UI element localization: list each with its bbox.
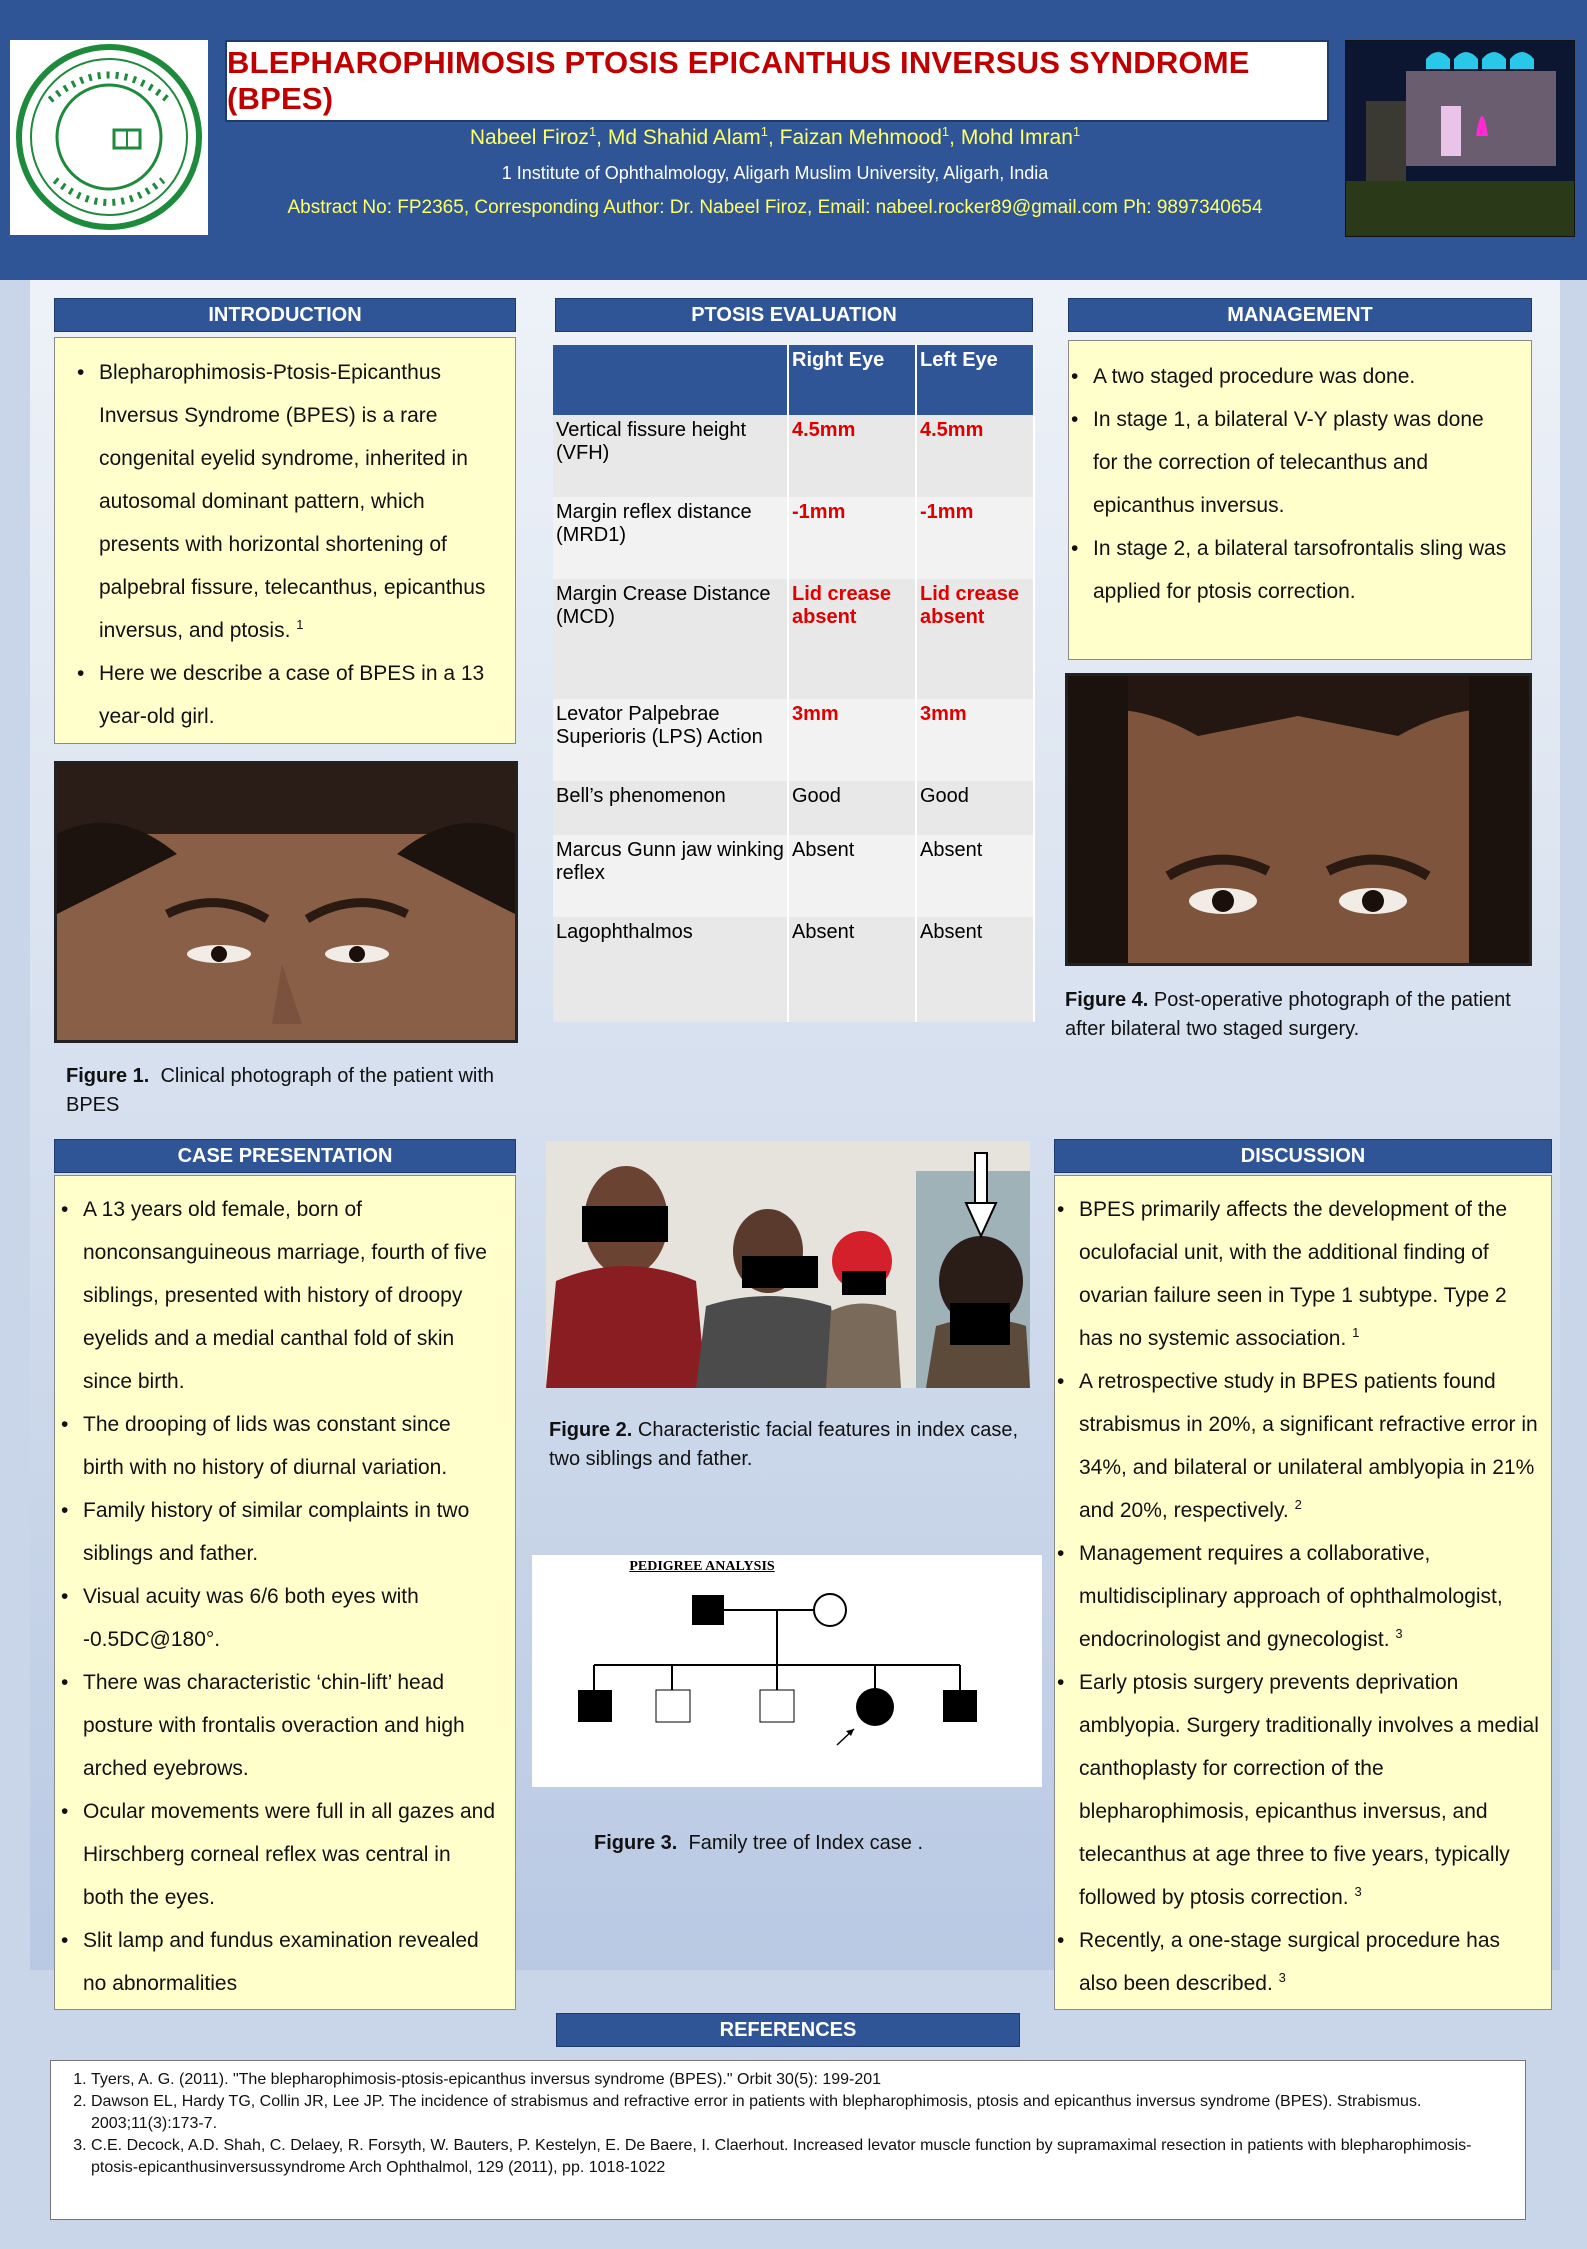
reference-item: 2. Dawson EL, Hardy TG, Collin JR, Lee JP. The incidence of strabismus and refractive error in patients with blepharophimosis, ptosis and epicanthus inversus syndrome (BPES). Strabismus. 2003;11(3):173-7. (91, 2091, 1511, 2135)
author-list: Nabeel Firoz$^1$, Md Shahid Alam$^1$, Faizan Mehmood$^1$, Mohd Imran$^1$ (469, 124, 1081, 149)
table-cell-left-eye: 4.5mm (916, 415, 1034, 497)
pedigree-sibling-unaffected-icon (760, 1690, 794, 1722)
case-bullet: • Family history of similar complaints in two siblings and father. (83, 1489, 497, 1575)
discussion-bullet: • BPES primarily affects the development of the oculofacial unit, with the additional finding of ovarian failure seen in Type 1 subtype. Type 2 has no systemic association. $^1$ (1079, 1188, 1541, 1360)
table-cell-right-eye: Good (788, 781, 916, 835)
discussion-heading: DISCUSSION (1054, 1139, 1552, 1173)
table-cell-right-eye: Absent (788, 917, 916, 1022)
table-cell-parameter: Vertical fissure height (VFH) (553, 415, 788, 497)
author-name: Md Shahid Alam (607, 126, 761, 149)
figure-3-pedigree-chart (532, 1555, 1042, 1787)
introduction-bullet: • Here we describe a case of BPES in a 13 year-old girl. (99, 652, 497, 738)
introduction-box (54, 337, 516, 744)
introduction-heading: INTRODUCTION (54, 298, 516, 332)
table-row (553, 579, 1034, 699)
case-bullet: • A 13 years old female, born of nonconsanguineous marriage, fourth of five siblings, presented with history of droopy eyelids and a medial canthal fold of skin since birth. (83, 1188, 497, 1403)
pedigree-diagram (532, 1555, 1042, 1787)
table-row (553, 415, 1034, 497)
case-bullet: • Slit lamp and fundus examination revealed no abnormalities (83, 1919, 497, 2005)
table-cell-left-eye: 3mm (916, 699, 1034, 781)
patient-face-postop-icon (1068, 676, 1529, 963)
affiliation: 1 Institute of Ophthalmology, Aligarh Muslim University, Aligarh, India (501, 163, 1049, 183)
discussion-bullet: • Management requires a collaborative, multidisciplinary approach of ophthalmologist, endocrinologist and gynecologist. $^3$ (1079, 1532, 1541, 1661)
figure-2-caption: Figure 2. Characteristic facial features in index case, two siblings and father. (549, 1419, 1019, 1470)
table-cell-parameter: Lagophthalmos (553, 917, 788, 1022)
discussion-box (1054, 1175, 1552, 2010)
case-presentation-box (54, 1175, 516, 2010)
management-heading: MANAGEMENT (1068, 298, 1532, 332)
pedigree-sibling-affected-icon (943, 1690, 977, 1722)
figure-2-family-photo (546, 1141, 1030, 1388)
table-cell-parameter: Margin reflex distance (MRD1) (553, 497, 788, 579)
table-cell-left-eye: Absent (916, 917, 1034, 1022)
reference-item: 1. Tyers, A. G. (2011). "The blepharophimosis-ptosis-epicanthus inversus syndrome (BPES)." Orbit 30(5): 199-201 (91, 2069, 1511, 2091)
management-box (1068, 340, 1532, 660)
author-affiliation-mark: 1 (1072, 124, 1081, 139)
case-bullet: • Visual acuity was 6/6 both eyes with -0.5DC@180°. (83, 1575, 497, 1661)
pedigree-sibling-affected-icon (578, 1690, 612, 1722)
figure-4-postop-photo (1065, 673, 1532, 966)
figure-3-caption: Figure 3. Family tree of Index case . (594, 1832, 924, 1854)
references-heading: REFERENCES (556, 2013, 1020, 2047)
pedigree-sibling-unaffected-icon (656, 1690, 690, 1722)
author-name: Faizan Mehmood (779, 126, 942, 149)
case-presentation-heading: CASE PRESENTATION (54, 1139, 516, 1173)
table-row (553, 835, 1034, 917)
table-cell-left-eye: Lid crease absent (916, 579, 1034, 699)
author-name: Mohd Imran (960, 126, 1073, 149)
pedigree-title: PEDIGREE ANALYSIS (629, 1559, 775, 1574)
case-bullet: • The drooping of lids was constant since birth with no history of diurnal variation. (83, 1403, 497, 1489)
abstract-contact-line: Abstract No: FP2365, Corresponding Author: Dr. Nabeel Firoz, Email: nabeel.rocker89@gmail.com Ph: 9897340654 (287, 197, 1263, 218)
discussion-bullet: • Early ptosis surgery prevents deprivation amblyopia. Surgery traditionally involves a medial canthoplasty for correction of the blepharophimosis, epicanthus inversus, and telecanthus at age three to five years, typically followed by ptosis correction. $^3$ (1079, 1661, 1541, 1919)
campus-photo (1345, 40, 1575, 237)
references-box (50, 2060, 1526, 2220)
author-affiliation-mark: 1 (941, 124, 950, 139)
pedigree-index-case-icon (856, 1688, 894, 1726)
case-bullet: • Ocular movements were full in all gazes and Hirschberg corneal reflex was central in both the eyes. (83, 1790, 497, 1919)
table-cell-right-eye: 4.5mm (788, 415, 916, 497)
patient-face-preop-icon (57, 764, 515, 1040)
reference-item: 3. C.E. Decock, A.D. Shah, C. Delaey, R. Forsyth, W. Bauters, P. Kestelyn, E. De Baere, I. Claerhout. Increased levator muscle function by supramaximal resection in patients with blepharophimosis-ptosis-epicanthusinversussyndrome Arch Ophthalmol, 129 (2011), pp. 1018-1022 (91, 2135, 1511, 2179)
figure-4-caption: Figure 4. Post-operative photograph of the patient after bilateral two staged surgery. (1065, 989, 1511, 1040)
table-cell-right-eye: 3mm (788, 699, 916, 781)
table-row (553, 917, 1034, 1022)
family-photo-icon (546, 1141, 1030, 1388)
discussion-bullet: • A retrospective study in BPES patients found strabismus in 20%, a significant refractive error in 34%, and bilateral or unilateral amblyopia in 21% and 20%, respectively. $^2$ (1079, 1360, 1541, 1532)
amu-emblem-icon (10, 40, 208, 235)
table-row (553, 497, 1034, 579)
campus-building-icon (1346, 41, 1574, 236)
table-header-cell: Left Eye (916, 345, 1034, 415)
table-header-cell: Right Eye (788, 345, 916, 415)
table-cell-left-eye: Good (916, 781, 1034, 835)
poster-title-box (225, 40, 1329, 122)
table-cell-right-eye: Absent (788, 835, 916, 917)
management-bullet: • In stage 2, a bilateral tarsofrontalis sling was applied for ptosis correction. (1093, 527, 1513, 613)
case-bullet: • There was characteristic ‘chin-lift’ head posture with frontalis overaction and high arched eyebrows. (83, 1661, 497, 1790)
ptosis-evaluation-table (553, 345, 1035, 1022)
table-header-cell (553, 345, 788, 415)
table-row (553, 781, 1034, 835)
author-affiliation-mark: 1 (588, 124, 597, 139)
table-cell-parameter: Marcus Gunn jaw winking reflex (553, 835, 788, 917)
table-cell-left-eye: Absent (916, 835, 1034, 917)
table-header-row (553, 345, 1034, 415)
figure-1-patient-photo (54, 761, 518, 1043)
table-cell-right-eye: -1mm (788, 497, 916, 579)
discussion-bullet: • Recently, a one-stage surgical procedure has also been described. $^3$ (1079, 1919, 1541, 2005)
management-bullet: • In stage 1, a bilateral V-Y plasty was done for the correction of telecanthus and epicanthus inversus. (1093, 398, 1513, 527)
table-cell-left-eye: -1mm (916, 497, 1034, 579)
pedigree-mother-unaffected-icon (814, 1594, 846, 1626)
table-cell-parameter: Levator Palpebrae Superioris (LPS) Action (553, 699, 788, 781)
university-logo (10, 40, 208, 235)
table-row (553, 699, 1034, 781)
table-cell-right-eye: Lid crease absent (788, 579, 916, 699)
management-bullet: • A two staged procedure was done. (1093, 355, 1513, 398)
table-cell-parameter: Margin Crease Distance (MCD) (553, 579, 788, 699)
figure-1-caption: Figure 1. Clinical photograph of the patient with BPES (66, 1065, 495, 1116)
author-name: Nabeel Firoz (469, 126, 589, 149)
poster-title: BLEPHAROPHIMOSIS PTOSIS EPICANTHUS INVERSUS SYNDROME (BPES) (227, 45, 1250, 116)
pedigree-father-affected-icon (692, 1595, 724, 1625)
introduction-bullet: • Blepharophimosis-Ptosis-Epicanthus Inversus Syndrome (BPES) is a rare congenital eyelid syndrome, inherited in autosomal dominant pattern, which presents with horizontal shortening of palpebral fissure, telecanthus, epicanthus inversus, and ptosis. $^1$ (99, 351, 497, 652)
author-affiliation-mark: 1 (760, 124, 768, 139)
ptosis-evaluation-heading: PTOSIS EVALUATION (555, 298, 1033, 332)
table-cell-parameter: Bell’s phenomenon (553, 781, 788, 835)
